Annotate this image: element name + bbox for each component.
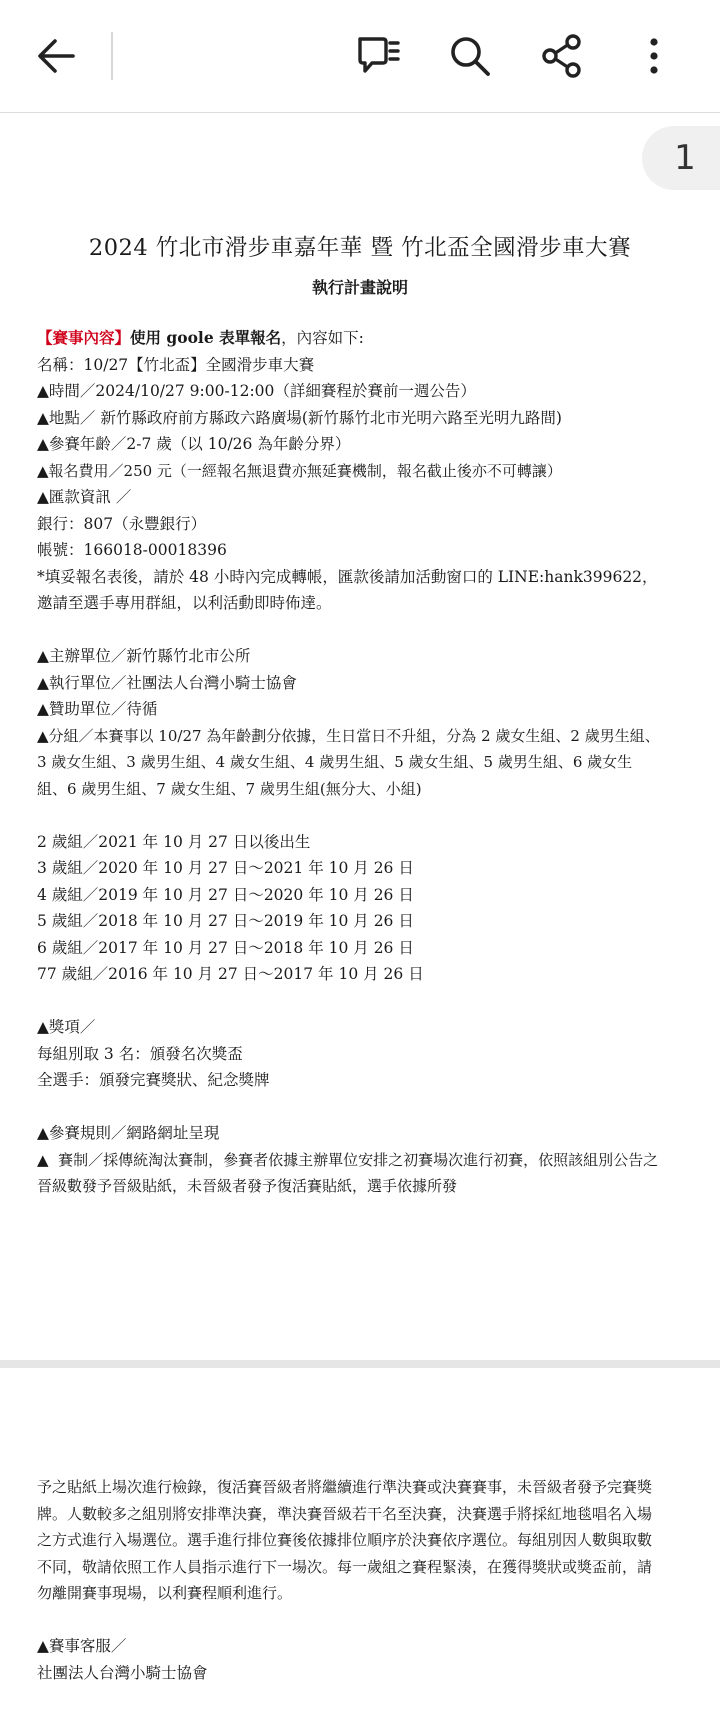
rules-text: ▲ 賽制／採傳統淘汰賽制，參賽者依據主辦單位安排之初賽場次進行初賽，依照該組別公告之晉級數發予晉級貼紙，未晉級者發予復活賽貼紙，選手依據所發 [37, 1150, 659, 1195]
more-options-button[interactable] [624, 26, 684, 86]
name-line: 名稱：10/27【竹北盃】全國滑步車大賽 [37, 355, 315, 374]
document-page-1 [0, 113, 720, 1360]
search-button[interactable] [440, 26, 500, 86]
sponsor-line: ▲贊助單位／待循 [37, 700, 158, 718]
document-body-continued [37, 1474, 662, 1686]
age-line: ▲參賽年齡／2-7 歲（以 10/26 為年齡分界） [37, 435, 351, 453]
rules-title: ▲參賽規則／網路網址呈現 [37, 1124, 220, 1142]
service-org: 社團法人台灣小騎士協會 [37, 1663, 208, 1682]
executor-line: ▲執行單位／社團法人台灣小騎士協會 [37, 673, 297, 692]
place-line: ▲地點／ 新竹縣政府前方縣政六路廣場(新竹縣竹北市光明六路至光明九路間) [37, 408, 562, 427]
awards-item: 每組別取 3 名：頒發名次獎盃 [37, 1044, 243, 1063]
awards-item: 全選手：頒發完賽獎狀、紀念獎牌 [37, 1071, 270, 1089]
age-group-item: 77 歲組／2016 年 10 月 27 日～2017 年 10 月 26 日 [37, 965, 424, 983]
comments-icon [355, 33, 401, 79]
account-line: 帳號：166018-00018396 [37, 541, 227, 559]
note-line: *填妥報名表後，請於 48 小時內完成轉帳，匯款後請加活動窗口的 LINE:hank399622，邀請至選手專用群組，以利活動即時佈達。 [37, 567, 658, 612]
arrow-left-icon [35, 35, 77, 77]
organizer-line: ▲主辦單位／新竹縣竹北市公所 [37, 647, 251, 665]
document-body [37, 325, 662, 1200]
bank-line: 銀行：807（永豐銀行） [37, 514, 207, 533]
age-group-item: 3 歲組／2020 年 10 月 27 日～2021 年 10 月 26 日 [37, 859, 414, 877]
page-separator [0, 1360, 720, 1368]
awards-title: ▲獎項／ [37, 1018, 96, 1036]
time-line: ▲時間／2024/10/27 9:00-12:00（詳細賽程於賽前一週公告） [37, 382, 476, 400]
age-group-item: 5 歲組／2018 年 10 月 27 日～2019 年 10 月 26 日 [37, 912, 414, 930]
back-button[interactable] [26, 26, 86, 86]
service-title: ▲賽事客服／ [37, 1637, 127, 1655]
rules-continued: 予之貼紙上場次進行檢錄，復活賽晉級者將繼續進行準決賽或決賽賽事，未晉級者發予完賽獎牌。人數較多之組別將安排準決賽，準決賽晉級若干名至決賽，決賽選手將採紅地毯唱名入場之方式進行入場選位。選手進行排位賽後依據排位順序於決賽依序選位。每組別因人數與取數不同，敬請依照工作人員指示進行下一場次。每一歲組之賽程緊湊，在獲得獎狀或獎盃前，請勿離開賽事現場，以利賽程順利進行。 [37, 1478, 653, 1602]
document-subtitle: 執行計畫說明 [311, 278, 408, 297]
fee-line: ▲報名費用／250 元（一經報名無退費亦無延賽機制，報名截止後亦不可轉讓） [37, 461, 562, 480]
share-icon [539, 33, 585, 79]
toolbar-divider [111, 32, 113, 80]
app-bar [0, 0, 720, 113]
age-group-item: 2 歲組／2021 年 10 月 27 日以後出生 [37, 832, 311, 851]
document-title: 2024 竹北市滑步車嘉年華 暨 竹北盃全國滑步車大賽 [88, 235, 632, 261]
search-icon [448, 34, 492, 78]
share-button[interactable] [532, 26, 592, 86]
groups-line: ▲分組／本賽事以 10/27 為年齡劃分依據，生日當日不升組，分為 2 歲女生組、2 歲男生組、3 歲女生組、3 歲男生組、4 歲女生組、4 歲男生組、5 歲女生組、5 歲男生組、6 歲女生組、6 歲男生組、7 歲女生組、7 歲男生組(無分大、小組) [37, 726, 660, 798]
page-number-indicator: 1 [642, 126, 720, 190]
comments-button[interactable] [348, 26, 408, 86]
document-page-2 [0, 1368, 720, 1736]
more-vertical-icon [644, 34, 664, 78]
remit-line: ▲匯款資訊 ／ [37, 488, 132, 506]
content-intro: 【賽事內容】使用 goole 表單報名，內容如下: [37, 328, 364, 347]
age-group-item: 4 歲組／2019 年 10 月 27 日～2020 年 10 月 26 日 [37, 885, 414, 904]
age-group-item: 6 歲組／2017 年 10 月 27 日～2018 年 10 月 26 日 [37, 938, 414, 957]
